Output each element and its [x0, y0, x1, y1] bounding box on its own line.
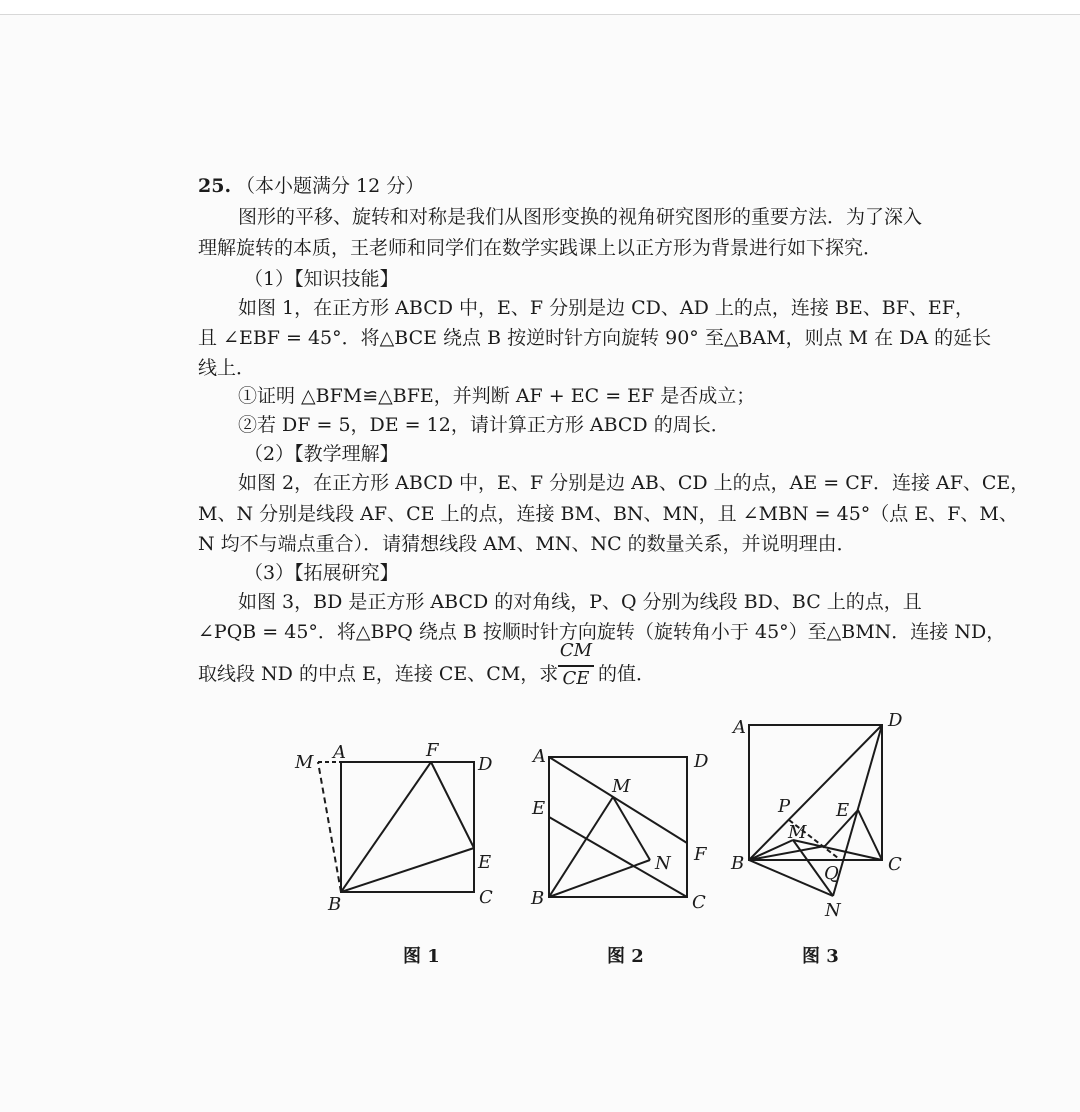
fig1-label-m: M — [295, 752, 314, 773]
fig1-dashed-bm — [318, 762, 341, 892]
intro-line-1: 图形的平移、旋转和对称是我们从图形变换的视角研究图形的重要方法．为了深入 — [238, 206, 923, 228]
fig1-label-a: A — [333, 742, 346, 763]
fig3-label-n: N — [825, 900, 841, 921]
part3-line-1: 如图 3，BD 是正方形 ABCD 的对角线，P、Q 分别为线段 BD、BC 上的点，且 — [238, 591, 922, 613]
fig2-label-d: D — [694, 751, 709, 772]
fig2-label-b: B — [531, 888, 545, 909]
part1-question-2: ②若 DF = 5，DE = 12，请计算正方形 ABCD 的周长． — [238, 414, 730, 436]
intro-line-2: 理解旋转的本质，王老师和同学们在数学实践课上以正方形为背景进行如下探究． — [198, 237, 883, 259]
fig1-label-b: B — [328, 894, 342, 915]
part3-last-suffix: 的值． — [598, 663, 656, 685]
fig1-caption: 图 1 — [403, 946, 440, 967]
fig3-label-c: C — [888, 854, 902, 875]
fig3-label-q: Q — [824, 863, 839, 884]
fig1-label-d: D — [478, 754, 493, 775]
fig2-label-e: E — [532, 798, 546, 819]
part3-line-2: ∠PQB = 45°．将△BPQ 绕点 B 按顺时针方向旋转（旋转角小于 45°）至△BMN．连接 ND， — [198, 621, 1006, 643]
part1-question-1: ①证明 △BFM≌△BFE，并判断 AF + EC = EF 是否成立； — [238, 385, 756, 407]
fig1-line-bf — [341, 762, 431, 892]
fig3-caption: 图 3 — [802, 946, 839, 967]
fig3-line-ec — [858, 810, 882, 860]
fig3-label-p: P — [778, 796, 791, 817]
part2-line-2: M、N 分别是线段 AF、CE 上的点，连接 BM、BN、MN，且 ∠MBN = 45°（点 E、F、M、 — [198, 503, 1018, 525]
fraction-numerator: CM — [559, 640, 593, 661]
fig1-line-fe — [431, 762, 474, 848]
part1-line-3: 线上． — [198, 357, 256, 379]
fig2-label-f: F — [694, 844, 707, 865]
fig1-label-e: E — [478, 852, 492, 873]
part2-line-1: 如图 2，在正方形 ABCD 中，E、F 分别是边 AB、CD 上的点，AE = CF．连接 AF、CE， — [238, 472, 1030, 494]
fig3-line-bm — [749, 840, 793, 860]
fig2-line-bm — [549, 797, 613, 897]
fig3-label-b: B — [731, 853, 745, 874]
part2-line-3: N 均不与端点重合）．请猜想线段 AM、MN、NC 的数量关系，并说明理由． — [198, 533, 856, 555]
part1-heading: （1）【知识技能】 — [244, 268, 399, 290]
fig2-line-mn — [613, 797, 650, 860]
fig1-label-c: C — [479, 887, 493, 908]
fig2-label-m: M — [612, 776, 631, 797]
part1-line-2: 且 ∠EBF = 45°．将△BCE 绕点 B 按逆时针方向旋转 90° 至△BAM，则点 M 在 DA 的延长 — [198, 327, 992, 349]
fig3-label-a: A — [733, 717, 746, 738]
fig3-label-e: E — [836, 800, 850, 821]
points-note: （本小题满分 12 分） — [236, 175, 425, 197]
part1-line-1: 如图 1，在正方形 ABCD 中，E、F 分别是边 CD、AD 上的点，连接 BE、BF、EF， — [238, 297, 974, 319]
fraction-denominator: CE — [562, 668, 590, 689]
fig2-label-a: A — [533, 746, 546, 767]
fig2-label-c: C — [692, 892, 706, 913]
problem-number: 25. — [198, 175, 232, 197]
fig1-square — [341, 762, 474, 892]
fig1-line-be — [341, 848, 474, 892]
part2-heading: （2）【教学理解】 — [244, 443, 399, 465]
fig3-label-m: M — [788, 822, 807, 843]
fig2-line-bn — [549, 860, 650, 897]
fig3-label-d: D — [888, 710, 903, 731]
fig1-label-f: F — [426, 740, 439, 761]
part3-last-prefix: 取线段 ND 的中点 E，连接 CE、CM，求 — [198, 663, 559, 685]
fig2-label-n: N — [655, 853, 671, 874]
fig2-caption: 图 2 — [607, 946, 644, 967]
part3-heading: （3）【拓展研究】 — [244, 562, 399, 584]
